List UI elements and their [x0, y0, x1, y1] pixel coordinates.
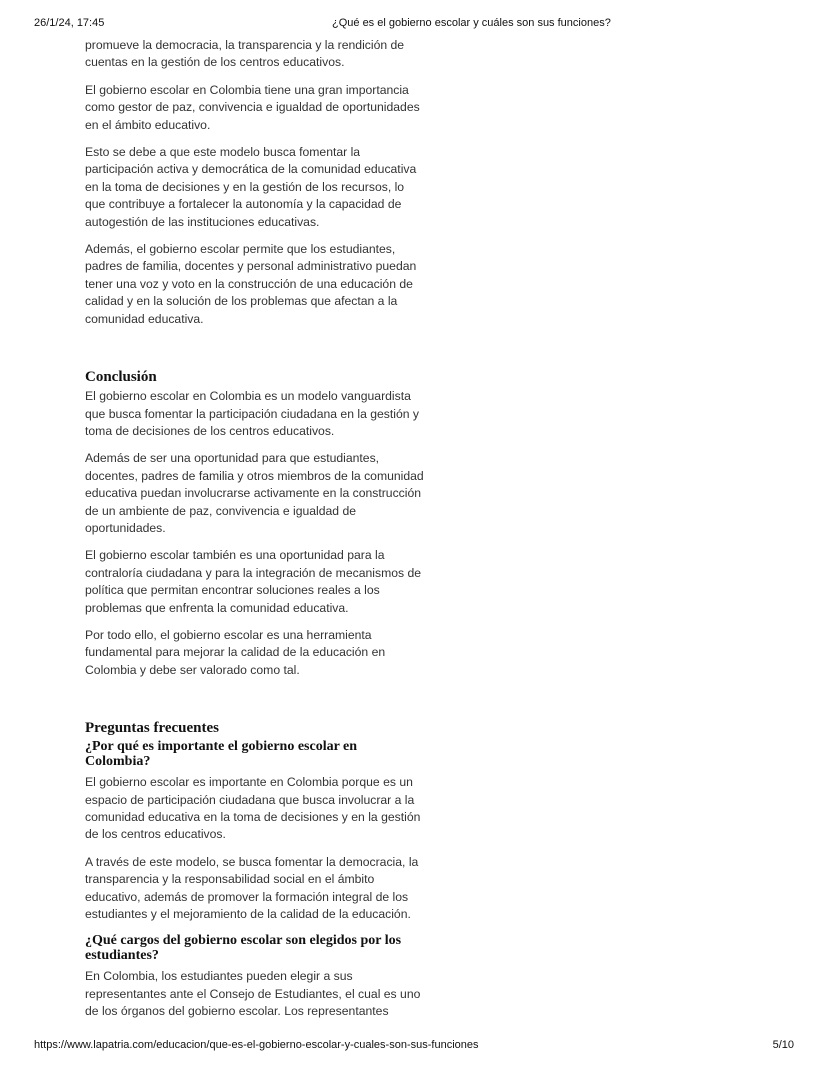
section-spacer	[85, 689, 425, 719]
faq-question: ¿Por qué es importante el gobierno escolar en Colombia?	[85, 739, 358, 770]
article-body	[85, 37, 425, 1031]
paragraph: promueve la democracia, la transparencia y la rendición de cuentas en la gestión de los centros educativos.	[85, 38, 405, 70]
paragraph: El gobierno escolar también es una oportunidad para la contraloría ciudadana y para la integración de mecanismos de política que permitan encontrar soluciones reales a los problemas que enfrenta la comunidad educativa.	[85, 548, 422, 615]
conclusion-section	[85, 368, 425, 679]
faq-item	[85, 739, 425, 923]
page-url: https://www.lapatria.com/educacion/que-es-el-gobierno-escolar-y-cuales-son-sus-funciones	[34, 1039, 479, 1051]
paragraph: Esto se debe a que este modelo busca fomentar la participación activa y democrática de la comunidad educativa en la toma de decisiones y en la gestión de los recursos, lo que contribuye a fortalecer la autonomía y la capacidad de autogestión de las instituciones educativas.	[85, 145, 417, 229]
print-page-title: ¿Qué es el gobierno escolar y cuáles son sus funciones?	[332, 17, 611, 29]
paragraph: El gobierno escolar en Colombia tiene una gran importancia como gestor de paz, convivencia e igualdad de oportunidades en el ámbito educativo.	[85, 82, 420, 132]
faq-heading: Preguntas frecuentes	[85, 720, 220, 737]
section-spacer	[85, 338, 425, 368]
print-datetime: 26/1/24, 17:45	[34, 17, 105, 29]
faq-section	[85, 719, 425, 1020]
faq-item	[85, 933, 425, 1020]
faq-answer-paragraph: En Colombia, los estudiantes pueden elegir a sus representantes ante el Consejo de Estudiantes, el cual es uno de los órganos del gobierno escolar. Los representantes	[85, 969, 421, 1019]
paragraph: Además de ser una oportunidad para que estudiantes, docentes, padres de familia y otros miembros de la comunidad educativa puedan involucrarse activamente en la construcción de un ambiente de paz, convivencia e igualdad de oportunidades.	[85, 451, 424, 535]
print-header	[34, 17, 794, 33]
paragraph: El gobierno escolar en Colombia es un modelo vanguardista que busca fomentar la participación ciudadana en la gestión y toma de decisiones de los centros educativos.	[85, 389, 420, 438]
conclusion-heading: Conclusión	[85, 369, 157, 386]
page-number: 5/10	[772, 1039, 794, 1051]
faq-answer-paragraph: A través de este modelo, se busca fomentar la democracia, la transparencia y la responsabilidad social en el ámbito educativo, además de promover la formación integral de los estudiantes y el mejoramiento de la calidad de la educación.	[85, 854, 419, 922]
print-footer	[34, 1039, 794, 1055]
faq-answer-paragraph: El gobierno escolar es importante en Colombia porque es un espacio de participación ciudadana que busca involucrar a la comunidad educativa en la toma de decisiones y en la gestión de los centros educativos.	[85, 775, 421, 842]
paragraph: Además, el gobierno escolar permite que los estudiantes, padres de familia, docentes y personal administrativo puedan tener una voz y voto en la construcción de una educación de calidad y en la solución de los problemas que afectan a la comunidad educativa.	[85, 242, 417, 326]
paragraph: Por todo ello, el gobierno escolar es una herramienta fundamental para mejorar la calidad de la educación en Colombia y debe ser valorado como tal.	[85, 627, 386, 677]
faq-question: ¿Qué cargos del gobierno escolar son elegidos por los estudiantes?	[85, 933, 402, 964]
